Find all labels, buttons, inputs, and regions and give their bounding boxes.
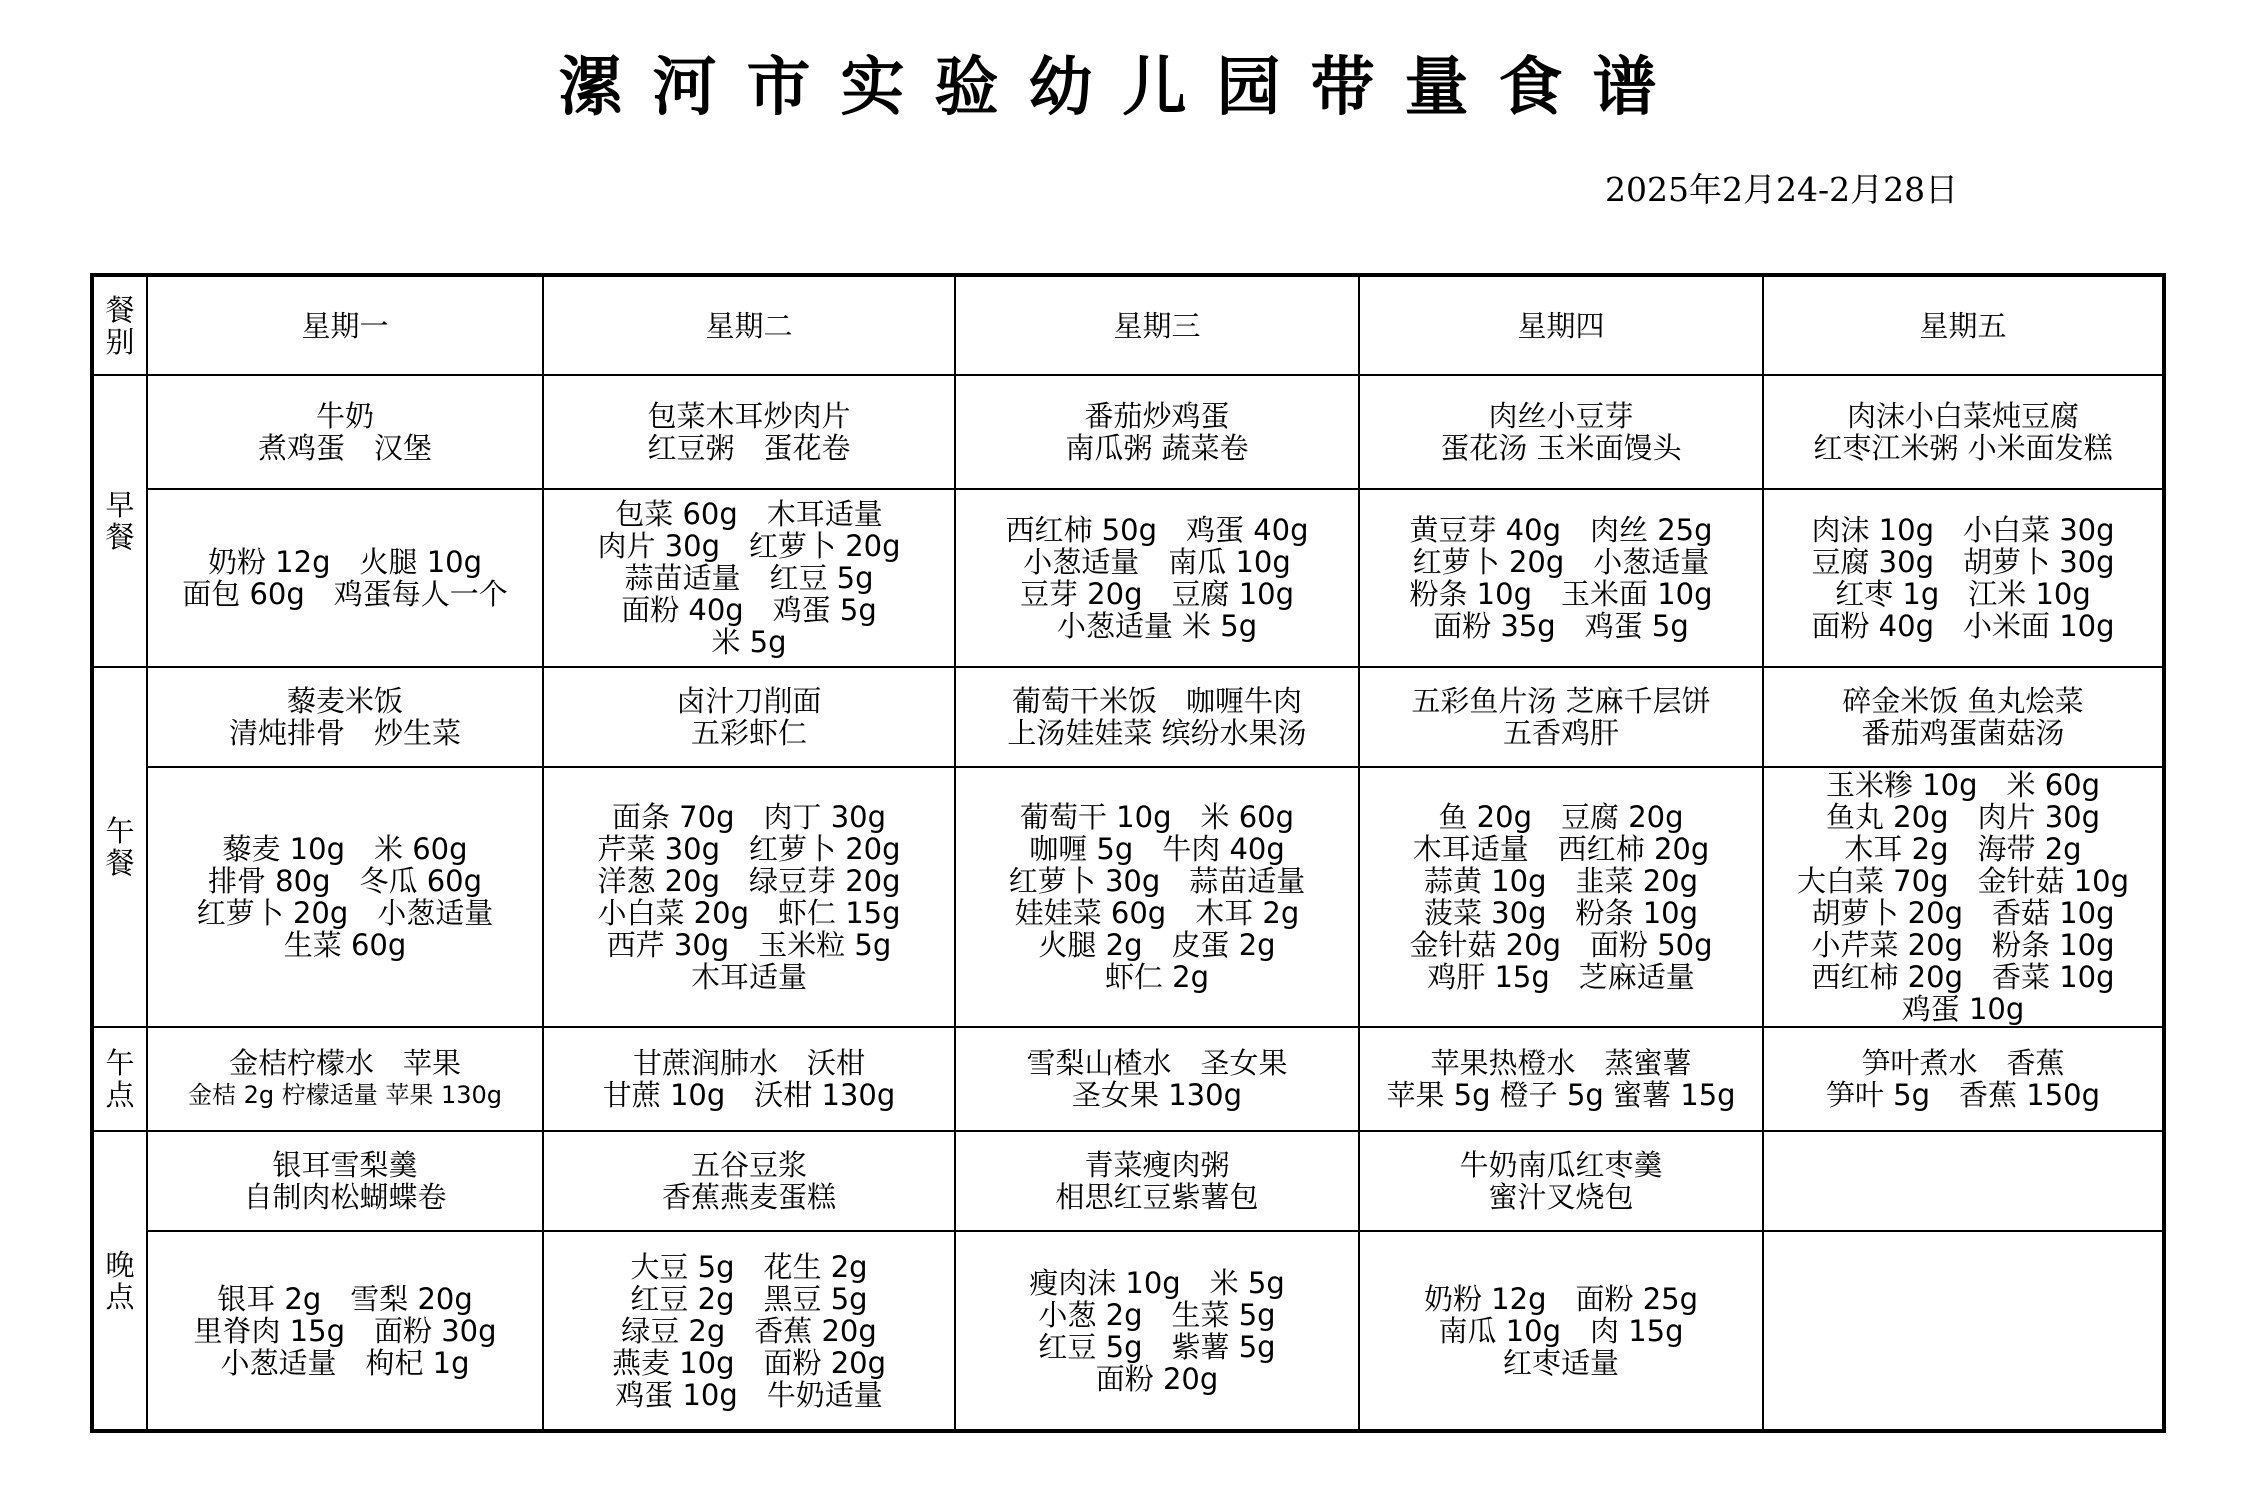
lunch-dishes-fri: 碎金米饭 鱼丸烩菜 番茄鸡蛋菌菇汤 (1763, 667, 2164, 767)
lunch-ingredients-thu: 鱼 20g 豆腐 20g 木耳适量 西红柿 20g 蒜黄 10g 韭菜 20g 菠菜 30g 粉条 10g 金针菇 20g 面粉 50g 鸡肝 15g 芝麻适量 (1359, 767, 1763, 1027)
lunch-ingredients-tue: 面条 70g 肉丁 30g 芹菜 30g 红萝卜 20g 洋葱 20g 绿豆芽 20g 小白菜 20g 虾仁 15g 西芹 30g 玉米粒 5g 木耳适量 (543, 767, 955, 1027)
evening-ingredients-fri (1763, 1231, 2164, 1431)
evening-dishes-fri (1763, 1131, 2164, 1231)
evening-ingredients-row (92, 1231, 2164, 1431)
date-range: 2025年2月24-2月28日 (1605, 170, 1959, 209)
evening-ingredients-mon: 银耳 2g 雪梨 20g 里脊肉 15g 面粉 30g 小葱适量 枸杞 1g (147, 1231, 543, 1431)
meal-label-lunch: 午 餐 (92, 667, 147, 1027)
breakfast-dishes-wed: 番茄炒鸡蛋 南瓜粥 蔬菜卷 (955, 375, 1359, 489)
breakfast-ingredients-row (92, 489, 2164, 667)
page-title: 漯河市实验幼儿园带量食谱 (558, 51, 1687, 125)
evening-dishes-tue: 五谷豆浆 香蕉燕麦蛋糕 (543, 1131, 955, 1231)
day-header-thu: 星期四 (1359, 275, 1763, 375)
snack-wed: 雪梨山楂水 圣女果 圣女果 130g (955, 1027, 1359, 1131)
corner-header: 餐 别 (92, 275, 147, 375)
breakfast-dishes-thu: 肉丝小豆芽 蛋花汤 玉米面馒头 (1359, 375, 1763, 489)
breakfast-dishes-mon: 牛奶 煮鸡蛋 汉堡 (147, 375, 543, 489)
breakfast-ingredients-wed: 西红柿 50g 鸡蛋 40g 小葱适量 南瓜 10g 豆芽 20g 豆腐 10g 小葱适量 米 5g (955, 489, 1359, 667)
evening-dishes-mon: 银耳雪梨羹 自制肉松蝴蝶卷 (147, 1131, 543, 1231)
evening-dishes-row (92, 1131, 2164, 1231)
evening-ingredients-wed: 瘦肉沫 10g 米 5g 小葱 2g 生菜 5g 红豆 5g 紫薯 5g 面粉 20g (955, 1231, 1359, 1431)
meal-label-breakfast: 早 餐 (92, 375, 147, 667)
evening-ingredients-thu: 奶粉 12g 面粉 25g 南瓜 10g 肉 15g 红枣适量 (1359, 1231, 1763, 1431)
evening-ingredients-tue: 大豆 5g 花生 2g 红豆 2g 黑豆 5g 绿豆 2g 香蕉 20g 燕麦 10g 面粉 20g 鸡蛋 10g 牛奶适量 (543, 1231, 955, 1431)
breakfast-ingredients-mon: 奶粉 12g 火腿 10g 面包 60g 鸡蛋每人一个 (147, 489, 543, 667)
day-header-mon: 星期一 (147, 275, 543, 375)
breakfast-dishes-tue: 包菜木耳炒肉片 红豆粥 蛋花卷 (543, 375, 955, 489)
evening-dishes-wed: 青菜瘦肉粥 相思红豆紫薯包 (955, 1131, 1359, 1231)
snack-thu: 苹果热橙水 蒸蜜薯 苹果 5g 橙子 5g 蜜薯 15g (1359, 1027, 1763, 1131)
day-header-wed: 星期三 (955, 275, 1359, 375)
lunch-ingredients-row (92, 767, 2164, 1027)
breakfast-ingredients-fri: 肉沫 10g 小白菜 30g 豆腐 30g 胡萝卜 30g 红枣 1g 江米 10g 面粉 40g 小米面 10g (1763, 489, 2164, 667)
snack-fri: 笋叶煮水 香蕉 笋叶 5g 香蕉 150g (1763, 1027, 2164, 1131)
breakfast-ingredients-thu: 黄豆芽 40g 肉丝 25g 红萝卜 20g 小葱适量 粉条 10g 玉米面 10g 面粉 35g 鸡蛋 5g (1359, 489, 1763, 667)
evening-dishes-thu: 牛奶南瓜红枣羹 蜜汁叉烧包 (1359, 1131, 1763, 1231)
lunch-ingredients-wed: 葡萄干 10g 米 60g 咖喱 5g 牛肉 40g 红萝卜 30g 蒜苗适量 娃娃菜 60g 木耳 2g 火腿 2g 皮蛋 2g 虾仁 2g (955, 767, 1359, 1027)
snack-mon: 金桔柠檬水 苹果 金桔 2g 柠檬适量 苹果 130g (147, 1027, 543, 1131)
breakfast-ingredients-tue: 包菜 60g 木耳适量 肉片 30g 红萝卜 20g 蒜苗适量 红豆 5g 面粉 40g 鸡蛋 5g 米 5g (543, 489, 955, 667)
lunch-dishes-wed: 葡萄干米饭 咖喱牛肉 上汤娃娃菜 缤纷水果汤 (955, 667, 1359, 767)
lunch-dishes-thu: 五彩鱼片汤 芝麻千层饼 五香鸡肝 (1359, 667, 1763, 767)
lunch-ingredients-mon: 藜麦 10g 米 60g 排骨 80g 冬瓜 60g 红萝卜 20g 小葱适量 生菜 60g (147, 767, 543, 1027)
lunch-dishes-tue: 卤汁刀削面 五彩虾仁 (543, 667, 955, 767)
lunch-dishes-mon: 藜麦米饭 清炖排骨 炒生菜 (147, 667, 543, 767)
menu-table (90, 273, 2166, 1433)
breakfast-dishes-fri: 肉沫小白菜炖豆腐 红枣江米粥 小米面发糕 (1763, 375, 2164, 489)
lunch-ingredients-fri: 玉米糁 10g 米 60g 鱼丸 20g 肉片 30g 木耳 2g 海带 2g 大白菜 70g 金针菇 10g 胡萝卜 20g 香菇 10g 小芹菜 20g 粉条 10g 西红柿 20g 香菜 10g 鸡蛋 10g (1763, 767, 2164, 1027)
header-row (92, 275, 2164, 375)
day-header-fri: 星期五 (1763, 275, 2164, 375)
meal-label-snack: 午 点 (92, 1027, 147, 1131)
snack-tue: 甘蔗润肺水 沃柑 甘蔗 10g 沃柑 130g (543, 1027, 955, 1131)
day-header-tue: 星期二 (543, 275, 955, 375)
breakfast-dishes-row (92, 375, 2164, 489)
meal-label-evening: 晚 点 (92, 1131, 147, 1431)
snack-row (92, 1027, 2164, 1131)
lunch-dishes-row (92, 667, 2164, 767)
